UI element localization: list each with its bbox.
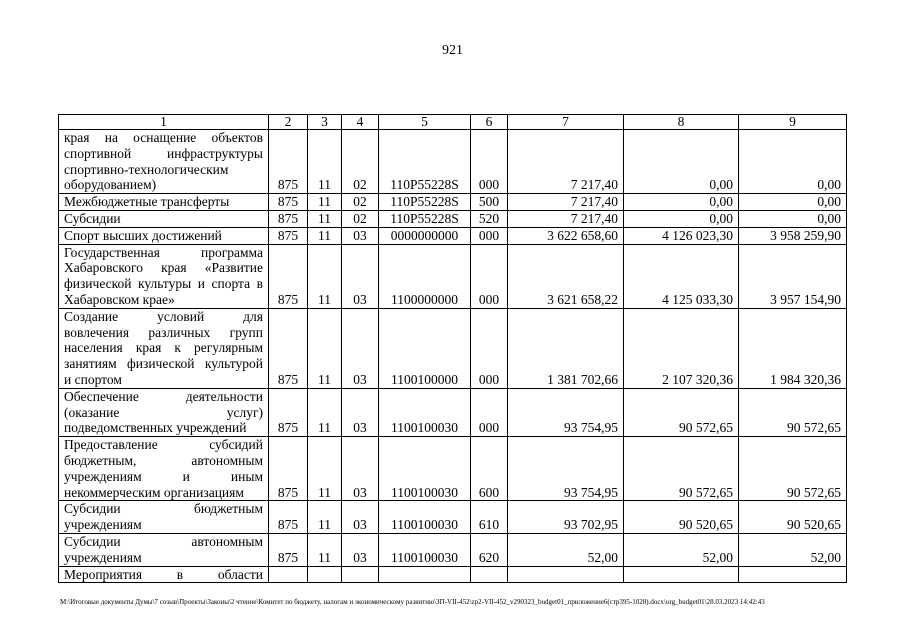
col-2-cell: 875 — [269, 210, 308, 227]
col-7-cell: 3 622 658,60 — [508, 227, 624, 244]
row-name-line: Создание условий для — [64, 308, 263, 324]
row-name-line: учреждениям и иным — [64, 468, 263, 484]
row-name-cell — [59, 501, 269, 534]
col-3-cell: 11 — [308, 210, 342, 227]
col-3-cell — [308, 566, 342, 583]
col-3-cell: 11 — [308, 194, 342, 211]
row-name-line: Спорт высших достижений — [64, 227, 222, 243]
row-name-line: спортивной инфраструктуры — [64, 145, 263, 161]
row-name-line: Мероприятия в области — [64, 566, 263, 582]
row-name-line: Хабаровского края «Развитие — [64, 260, 263, 276]
col-7-cell: 3 621 658,22 — [508, 244, 624, 308]
col-4-cell: 03 — [342, 388, 379, 436]
table-body — [59, 130, 847, 583]
column-header-2: 2 — [269, 115, 308, 130]
col-2-cell — [269, 566, 308, 583]
file-path-footer: M:\Итоговые документы Думы\7 созыв\Проекты\Законы\2 чтение\Комитет по бюджету, налогам и экономическому развитию\ЗП-VII-452\zp2-VII-452_v290323_budget01_приложение6(стр395-1028).docx\org_budget01\28.03.2023 14:42:43 — [60, 598, 765, 606]
col-5-cell: 1100100030 — [379, 533, 471, 566]
col-8-cell: 4 126 023,30 — [624, 227, 739, 244]
col-6-cell: 520 — [471, 210, 508, 227]
row-name-cell — [59, 130, 269, 194]
col-5-cell: 1100100030 — [379, 437, 471, 501]
col-9-cell: 90 572,65 — [739, 437, 847, 501]
col-2-cell: 875 — [269, 308, 308, 388]
col-9-cell: 3 958 259,90 — [739, 227, 847, 244]
col-6-cell: 610 — [471, 501, 508, 534]
column-header-4: 4 — [342, 115, 379, 130]
col-4-cell: 02 — [342, 210, 379, 227]
row-name-line: учреждениям — [64, 549, 142, 565]
col-6-cell — [471, 566, 508, 583]
row-name-cell — [59, 388, 269, 436]
table-row — [59, 437, 847, 501]
table-row — [59, 501, 847, 534]
table-row — [59, 308, 847, 388]
row-name-cell — [59, 308, 269, 388]
col-4-cell: 03 — [342, 227, 379, 244]
table-row — [59, 388, 847, 436]
row-name-cell — [59, 437, 269, 501]
budget-table — [58, 114, 847, 583]
col-5-cell: 110P55228S — [379, 130, 471, 194]
row-name-line: физической культуры и спорта в — [64, 276, 263, 292]
row-name-line: занятиям физической культурой — [64, 356, 263, 372]
row-name-line: Субсидии бюджетным — [64, 501, 263, 517]
col-3-cell: 11 — [308, 437, 342, 501]
column-header-5: 5 — [379, 115, 471, 130]
col-9-cell — [739, 566, 847, 583]
table-row — [59, 194, 847, 211]
col-9-cell: 0,00 — [739, 210, 847, 227]
col-8-cell: 90 572,65 — [624, 388, 739, 436]
col-5-cell: 1100000000 — [379, 244, 471, 308]
col-6-cell: 500 — [471, 194, 508, 211]
col-8-cell: 52,00 — [624, 533, 739, 566]
col-5-cell: 110P55228S — [379, 194, 471, 211]
col-4-cell: 02 — [342, 194, 379, 211]
col-8-cell: 2 107 320,36 — [624, 308, 739, 388]
col-5-cell: 1100100030 — [379, 388, 471, 436]
col-3-cell: 11 — [308, 533, 342, 566]
col-7-cell — [508, 566, 624, 583]
col-2-cell: 875 — [269, 244, 308, 308]
row-name-line: некоммерческим организациям — [64, 484, 244, 500]
col-6-cell: 620 — [471, 533, 508, 566]
table-header — [59, 115, 847, 130]
col-9-cell: 3 957 154,90 — [739, 244, 847, 308]
row-name-line: подведомственных учреждений — [64, 420, 247, 436]
col-5-cell: 1100100000 — [379, 308, 471, 388]
col-7-cell: 7 217,40 — [508, 210, 624, 227]
col-3-cell: 11 — [308, 130, 342, 194]
col-9-cell: 90 572,65 — [739, 388, 847, 436]
row-name-line: Субсидии автономным — [64, 533, 263, 549]
col-8-cell: 0,00 — [624, 194, 739, 211]
col-7-cell: 93 754,95 — [508, 388, 624, 436]
col-7-cell: 1 381 702,66 — [508, 308, 624, 388]
table-row — [59, 227, 847, 244]
row-name-line: вовлечения различных групп — [64, 324, 263, 340]
col-5-cell: 110P55228S — [379, 210, 471, 227]
row-name-cell — [59, 227, 269, 244]
col-4-cell: 03 — [342, 533, 379, 566]
row-name-line: Субсидии — [64, 210, 121, 226]
col-8-cell: 90 520,65 — [624, 501, 739, 534]
col-8-cell: 0,00 — [624, 210, 739, 227]
row-name-line: края на оснащение объектов — [64, 130, 263, 145]
col-3-cell: 11 — [308, 227, 342, 244]
column-header-8: 8 — [624, 115, 739, 130]
col-5-cell: 0000000000 — [379, 227, 471, 244]
col-4-cell: 03 — [342, 437, 379, 501]
table-row — [59, 210, 847, 227]
col-5-cell — [379, 566, 471, 583]
col-3-cell: 11 — [308, 308, 342, 388]
col-9-cell: 0,00 — [739, 194, 847, 211]
col-7-cell: 7 217,40 — [508, 194, 624, 211]
col-6-cell: 000 — [471, 388, 508, 436]
col-3-cell: 11 — [308, 501, 342, 534]
row-name-cell — [59, 244, 269, 308]
col-2-cell: 875 — [269, 194, 308, 211]
col-8-cell: 4 125 033,30 — [624, 244, 739, 308]
col-2-cell: 875 — [269, 130, 308, 194]
col-4-cell: 03 — [342, 501, 379, 534]
column-header-7: 7 — [508, 115, 624, 130]
col-6-cell: 000 — [471, 130, 508, 194]
row-name-line: спортивно-технологическим — [64, 161, 229, 177]
row-name-line: учреждениям — [64, 517, 142, 533]
col-9-cell: 90 520,65 — [739, 501, 847, 534]
header-row — [59, 115, 847, 130]
col-5-cell: 1100100030 — [379, 501, 471, 534]
col-7-cell: 7 217,40 — [508, 130, 624, 194]
col-2-cell: 875 — [269, 437, 308, 501]
col-4-cell — [342, 566, 379, 583]
col-2-cell: 875 — [269, 533, 308, 566]
col-8-cell — [624, 566, 739, 583]
col-4-cell: 02 — [342, 130, 379, 194]
col-7-cell: 52,00 — [508, 533, 624, 566]
row-name-line: Предоставление субсидий — [64, 437, 263, 453]
row-name-line: Государственная программа — [64, 244, 263, 260]
col-3-cell: 11 — [308, 244, 342, 308]
col-6-cell: 000 — [471, 308, 508, 388]
row-name-line: и спортом — [64, 371, 122, 387]
row-name-line: Межбюджетные трансферты — [64, 194, 230, 210]
row-name-line: Обеспечение деятельности — [64, 388, 263, 404]
col-9-cell: 0,00 — [739, 130, 847, 194]
col-3-cell: 11 — [308, 388, 342, 436]
row-name-cell — [59, 194, 269, 211]
row-name-cell — [59, 210, 269, 227]
row-name-line: Хабаровском крае» — [64, 291, 175, 307]
col-4-cell: 03 — [342, 244, 379, 308]
col-6-cell: 600 — [471, 437, 508, 501]
column-header-1: 1 — [59, 115, 269, 130]
row-name-cell — [59, 533, 269, 566]
column-header-9: 9 — [739, 115, 847, 130]
col-2-cell: 875 — [269, 388, 308, 436]
row-name-line: оборудованием) — [64, 177, 157, 193]
col-6-cell: 000 — [471, 244, 508, 308]
col-4-cell: 03 — [342, 308, 379, 388]
table-row — [59, 566, 847, 583]
column-header-6: 6 — [471, 115, 508, 130]
table-row — [59, 533, 847, 566]
column-header-3: 3 — [308, 115, 342, 130]
page-number: 921 — [442, 43, 463, 58]
col-9-cell: 1 984 320,36 — [739, 308, 847, 388]
row-name-line: населения края к регулярным — [64, 340, 263, 356]
table-row — [59, 130, 847, 194]
row-name-cell — [59, 566, 269, 583]
col-7-cell: 93 702,95 — [508, 501, 624, 534]
table-row — [59, 244, 847, 308]
col-2-cell: 875 — [269, 501, 308, 534]
col-6-cell: 000 — [471, 227, 508, 244]
row-name-line: (оказание услуг) — [64, 404, 263, 420]
row-name-line: бюджетным, автономным — [64, 452, 263, 468]
col-8-cell: 90 572,65 — [624, 437, 739, 501]
col-9-cell: 52,00 — [739, 533, 847, 566]
col-2-cell: 875 — [269, 227, 308, 244]
col-7-cell: 93 754,95 — [508, 437, 624, 501]
col-8-cell: 0,00 — [624, 130, 739, 194]
